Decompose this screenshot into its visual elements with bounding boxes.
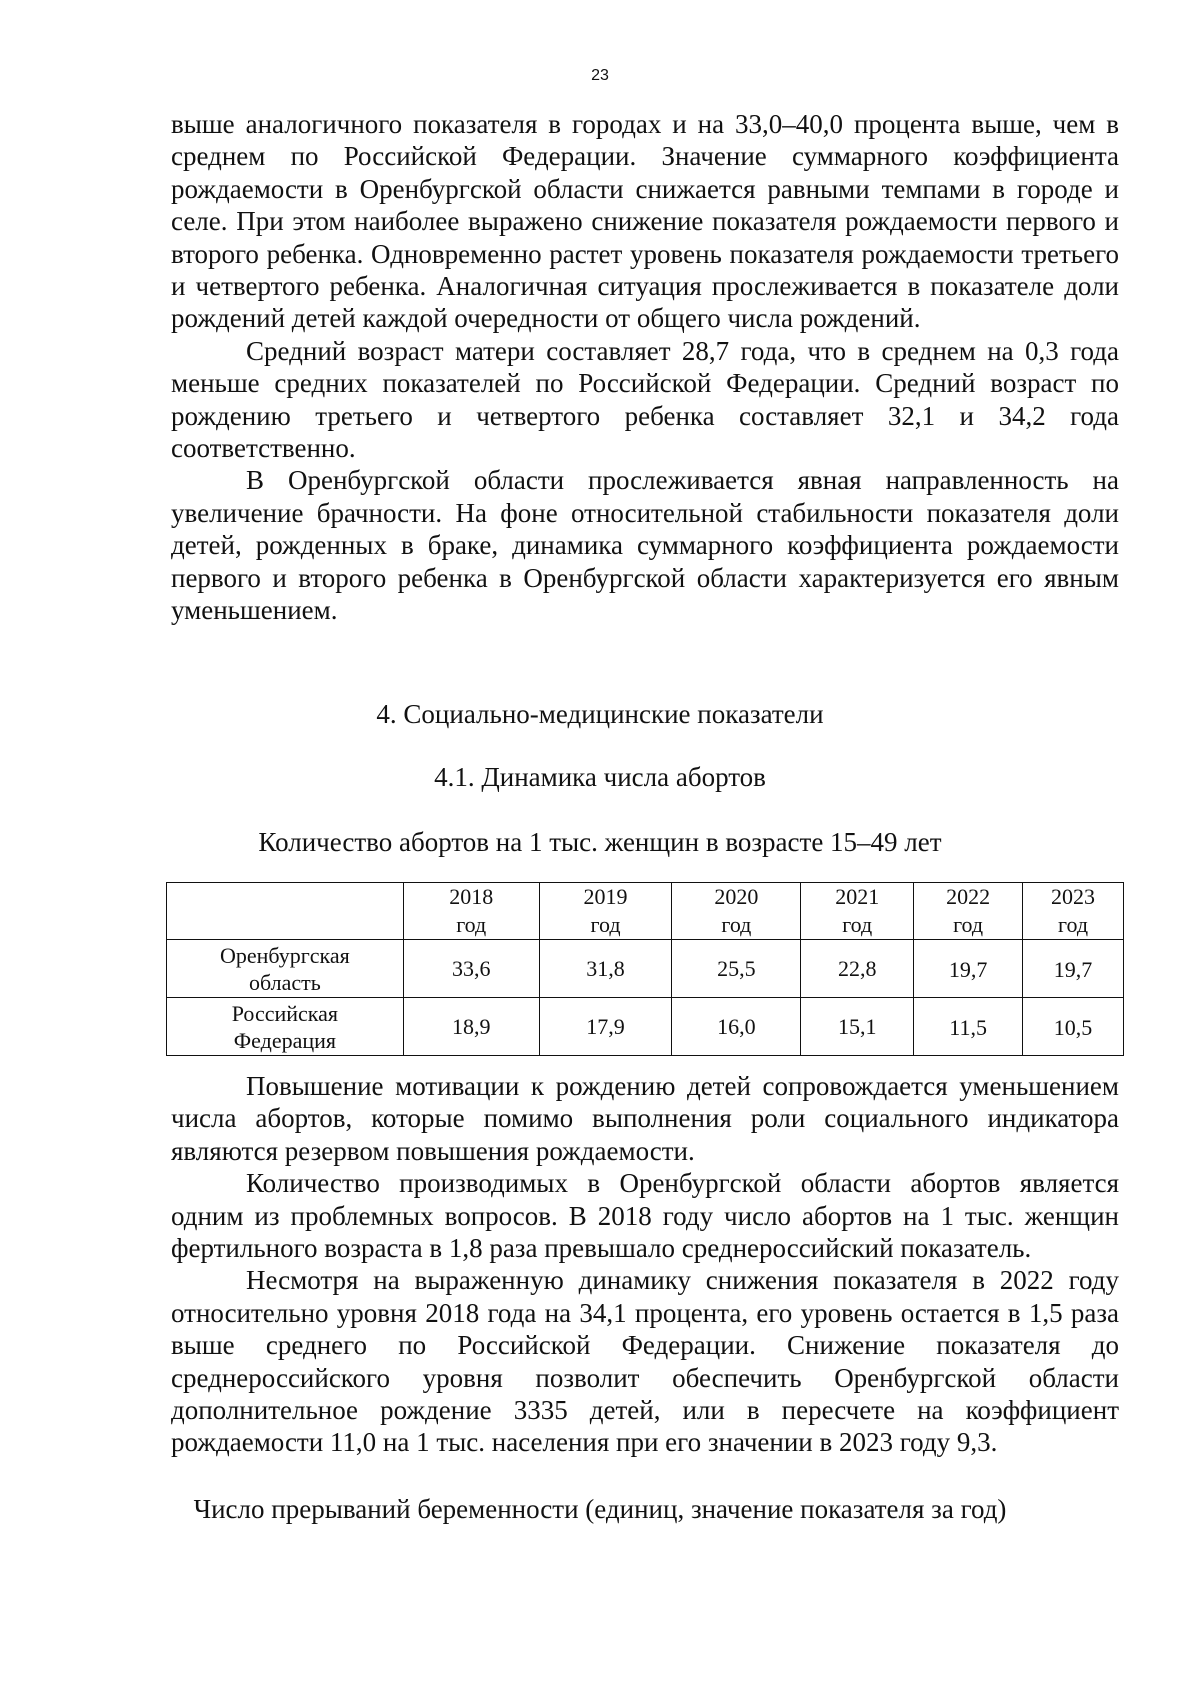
value-cell: 19,7 — [1023, 940, 1124, 998]
table-row — [167, 998, 1124, 1056]
paragraph: Повышение мотивации к рождению детей сопровождается уменьшением числа абортов, которые помимо выполнения роли социального индикатора являются резервом повышения рождаемости. — [171, 1071, 1119, 1166]
paragraph: Средний возраст матери составляет 28,7 года, что в среднем на 0,3 года меньше средних показателей по Российской Федерации. Средний возраст по рождению третьего и четвертого ребенка составляет 32,1 и 34,2 года соответственно. — [171, 335, 1119, 464]
section-heading: 4. Социально-медицинские показатели — [376, 699, 824, 729]
paragraph: В Оренбургской области прослеживается явная направленность на увеличение брачности. На фоне относительной стабильности показателя доли детей, рожденных в браке, динамика суммарного коэффициента рождаемости первого и второго ребенка в Оренбургской области характеризуется его явным уменьшением. — [171, 465, 1119, 626]
table-header-cell: 2022 год — [914, 883, 1023, 940]
value-cell: 11,5 — [914, 998, 1023, 1056]
table-row — [167, 940, 1124, 998]
table-header-cell: 2019 год — [539, 883, 672, 940]
table-header-cell: 2021 год — [801, 883, 914, 940]
value-cell: 15,1 — [801, 998, 914, 1056]
text-block-bottom — [171, 1070, 1119, 1459]
value-cell: 25,5 — [672, 940, 801, 998]
row-label-cell: Оренбургская область — [167, 940, 404, 998]
row-label-cell: Российская Федерация — [167, 998, 404, 1056]
chart-caption: Число прерываний беременности (единиц, значение показателя за год) — [193, 1494, 1007, 1524]
value-cell: 22,8 — [801, 940, 914, 998]
table-caption: Количество абортов на 1 тыс. женщин в возрасте 15–49 лет — [258, 827, 942, 857]
table-corner-cell — [167, 883, 404, 940]
value-cell: 31,8 — [539, 940, 672, 998]
paragraph: выше аналогичного показателя в городах и на 33,0–40,0 процента выше, чем в среднем по Российской Федерации. Значение суммарного коэффициента рождаемости в Оренбургской области снижается равными темпами в городе и селе. При этом наиболее выражено снижение показателя рождаемости первого и второго ребенка. Одновременно растет уровень показателя рождаемости третьего и четвертого ребенка. Аналогичная ситуация прослеживается в показателе доли рождений детей каждой очередности от общего числа рождений. — [171, 109, 1119, 334]
value-cell: 10,5 — [1023, 998, 1124, 1056]
table-header-row — [167, 883, 1124, 940]
table-header-cell: 2020 год — [672, 883, 801, 940]
table-header-cell: 2018 год — [403, 883, 539, 940]
table-header-cell: 2023 год — [1023, 883, 1124, 940]
value-cell: 16,0 — [672, 998, 801, 1056]
paragraph: Несмотря на выраженную динамику снижения показателя в 2022 году относительно уровня 2018 года на 34,1 процента, его уровень остается в 1,5 раза выше среднего по Российской Федерации. Снижение показателя до среднероссийского уровня позволит обеспечить Оренбургской области дополнительное рождение 3335 детей, или в пересчете на коэффициент рождаемости 11,0 на 1 тыс. населения при его значении в 2023 году 9,3. — [171, 1265, 1119, 1458]
value-cell: 19,7 — [914, 940, 1023, 998]
subsection-heading: 4.1. Динамика числа абортов — [434, 762, 766, 792]
value-cell: 18,9 — [403, 998, 539, 1056]
paragraph: Количество производимых в Оренбургской области абортов является одним из проблемных вопросов. В 2018 году число абортов на 1 тыс. женщин фертильного возраста в 1,8 раза превышало среднероссийский показатель. — [171, 1168, 1119, 1264]
value-cell: 33,6 — [403, 940, 539, 998]
abortion-rate-table — [166, 882, 1124, 1056]
value-cell: 17,9 — [539, 998, 672, 1056]
page-number: 23 — [591, 67, 609, 84]
text-block-top — [171, 108, 1119, 627]
